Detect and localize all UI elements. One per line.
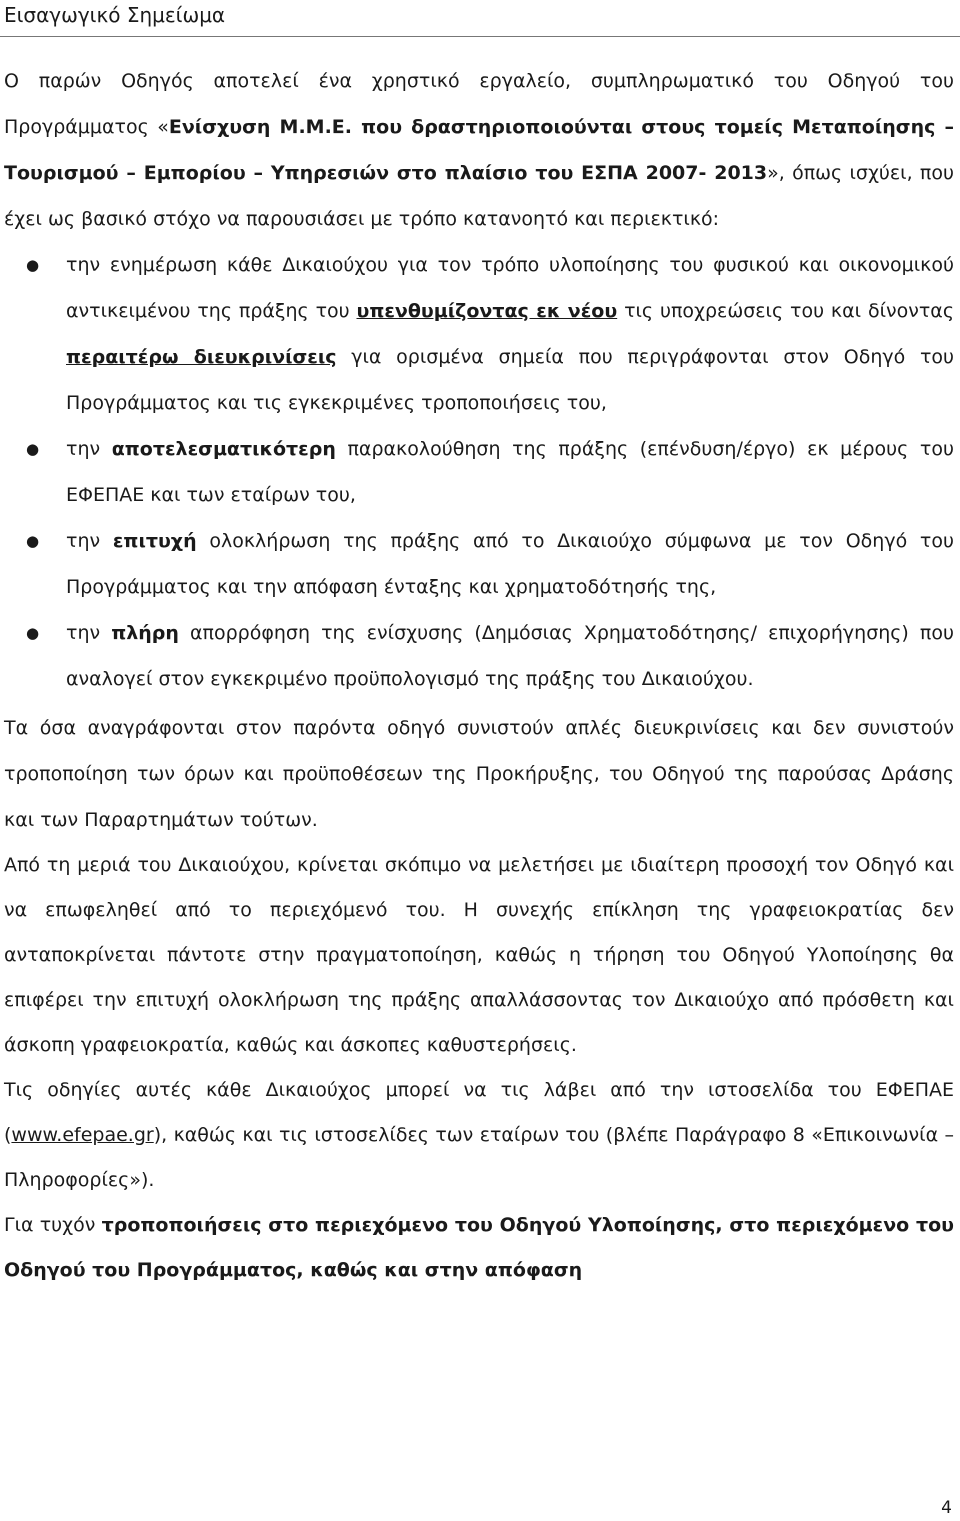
- page-number: 4: [941, 1498, 952, 1518]
- item-text: τις υποχρεώσεις του και δίνοντας: [617, 300, 954, 322]
- item-text: απορρόφηση της ενίσχυσης (Δημόσιας Χρηματοδότησης/ επιχορήγησης) που αναλογεί στον εγκεκριμένο προϋπολογισμό της πράξης του Δικαιούχου.: [66, 622, 954, 690]
- bullet-icon: ●: [26, 256, 40, 274]
- emphasis-text: πλήρη: [111, 622, 179, 644]
- bullet-icon: ●: [26, 624, 40, 642]
- emphasis-text: τροποποιήσεις στο περιεχόμενο του Οδηγού Υλοποίησης, στο περιεχόμενο του Οδηγού του Προγράμματος, καθώς και στην απόφαση: [4, 1214, 954, 1281]
- emphasis-text: υπενθυμίζοντας εκ νέου: [356, 300, 618, 322]
- section-heading: Εισαγωγικό Σημείωμα: [4, 3, 226, 27]
- list-item: [4, 518, 954, 610]
- intro-paragraph: [4, 58, 954, 242]
- list-item: [4, 242, 954, 426]
- emphasis-text: περαιτέρω διευκρινίσεις: [66, 346, 337, 368]
- objectives-list: [4, 242, 954, 702]
- list-item: [4, 426, 954, 518]
- paragraph-text: ), καθώς και τις ιστοσελίδες των εταίρων του (βλέπε Παράγραφο 8 «Επικοινωνία – Πληροφορίες»).: [4, 1124, 954, 1191]
- item-text: ολοκλήρωση της πράξης από το Δικαιούχο σύμφωνα με τον Οδηγό του Προγράμματος και την απόφαση ένταξης και χρηματοδότησής της,: [66, 530, 954, 598]
- header-divider: [0, 36, 960, 37]
- item-text: παρακολούθηση της πράξης (επένδυση/έργο) εκ μέρους του ΕΦΕΠΑΕ και των εταίρων του,: [66, 438, 954, 506]
- item-text: την: [66, 438, 112, 460]
- program-title: Ενίσχυση Μ.Μ.Ε. που δραστηριοποιούνται στους τομείς Μεταποίησης – Τουρισμού – Εμπορίου – Υπηρεσιών στο πλαίσιο του ΕΣΠΑ 2007- 2013: [4, 116, 954, 184]
- document-body: [4, 58, 954, 1293]
- emphasis-text: αποτελεσματικότερη: [111, 438, 336, 460]
- bullet-icon: ●: [26, 532, 40, 550]
- intro-text-2: », όπως ισχύει, που έχει ως βασικό στόχο να παρουσιάσει με τρόπο κατανοητό και περιεκτικό:: [4, 162, 954, 230]
- paragraph-text: Για τυχόν: [4, 1214, 102, 1236]
- website-link[interactable]: www.efepae.gr: [11, 1124, 154, 1146]
- beneficiary-paragraph: Από τη μεριά του Δικαιούχου, κρίνεται σκόπιμο να μελετήσει με ιδιαίτερη προσοχή τον Οδηγό και να επωφεληθεί από το περιεχόμενό του. Η συνεχής επίκληση της γραφειοκρατίας δεν ανταποκρίνεται πάντοτε στην πραγματοποίηση, καθώς η τήρηση του Οδηγού Υλοποίησης θα επιφέρει την επιτυχή ολοκλήρωση της πράξης απαλλάσσοντας τον Δικαιούχο από πρόσθετη και άσκοπη γραφειοκρατία, καθώς και άσκοπες καθυστερήσεις.: [4, 854, 954, 1056]
- item-text: την: [66, 622, 112, 644]
- item-text: την ενημέρωση κάθε Δικαιούχου για τον τρόπο υλοποίησης του φυσικού και οικονομικού αντικειμένου της πράξης του: [66, 254, 954, 322]
- amendments-paragraph: [4, 1203, 954, 1293]
- item-text: την: [66, 530, 113, 552]
- intro-text-1: Ο παρών Οδηγός αποτελεί ένα χρηστικό εργαλείο, συμπληρωματικό του Οδηγού του Προγράμματος «: [4, 70, 954, 138]
- clarification-paragraph: Τα όσα αναγράφονται στον παρόντα οδηγό συνιστούν απλές διευκρινίσεις και δεν συνιστούν τροποποίηση των όρων και προϋποθέσεων της Προκήρυξης, του Οδηγού της παρούσας Δράσης και των Παραρτημάτων τούτων.: [4, 717, 954, 831]
- list-item: [4, 610, 954, 702]
- paragraph-text: Τις οδηγίες αυτές κάθε Δικαιούχος μπορεί να τις λάβει από την ιστοσελίδα του ΕΦΕΠΑΕ (: [4, 1079, 954, 1146]
- website-paragraph: [4, 1068, 954, 1203]
- emphasis-text: επιτυχή: [112, 530, 197, 552]
- bullet-icon: ●: [26, 440, 40, 458]
- item-text: για ορισμένα σημεία που περιγράφονται στον Οδηγό του Προγράμματος και τις εγκεκριμένες τροποποιήσεις του,: [66, 346, 955, 414]
